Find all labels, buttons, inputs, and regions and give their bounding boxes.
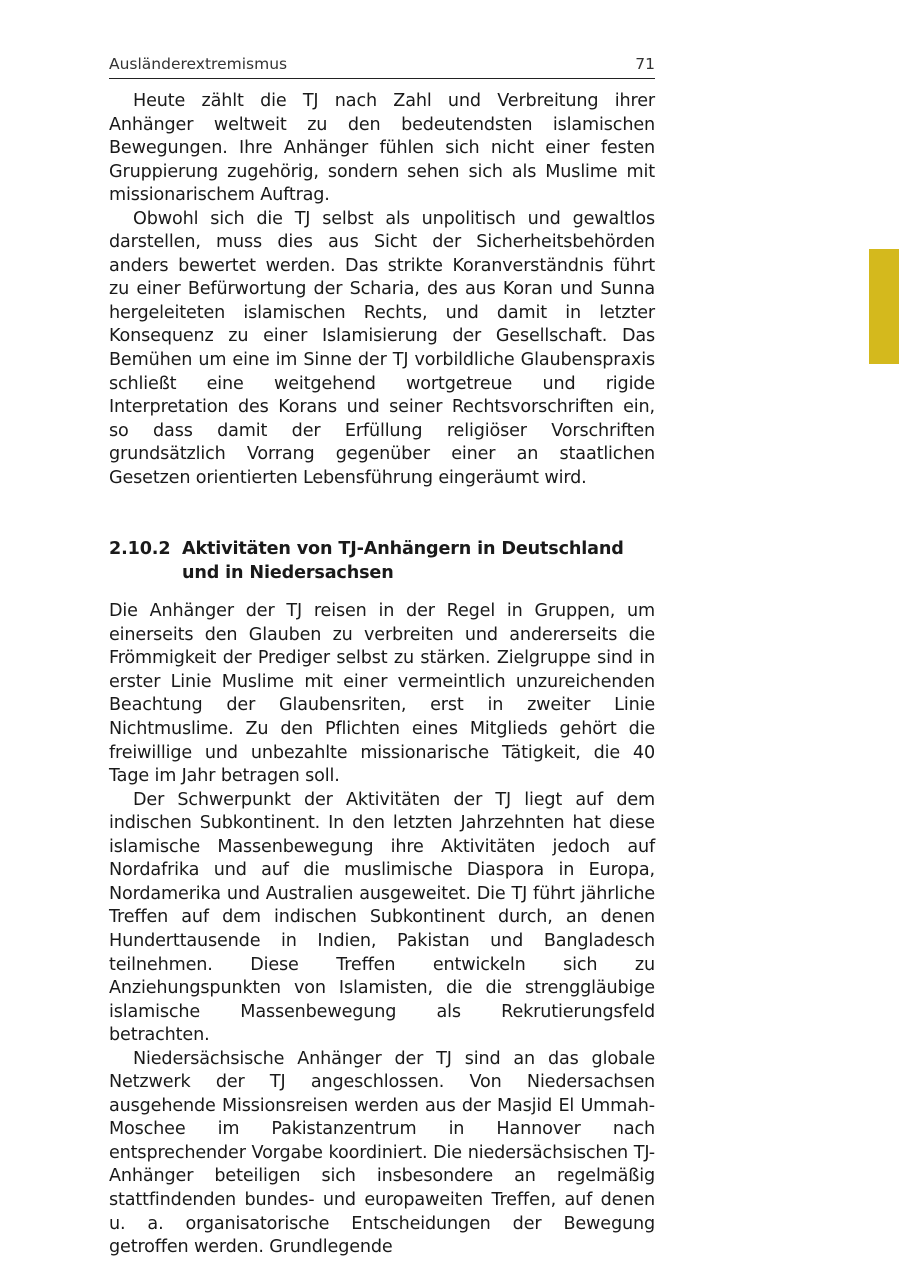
paragraph: Der Schwerpunkt der Aktivitäten der TJ liegt auf dem indischen Subkontinent. In den letzten Jahrzehnten hat diese islamische Massenbewegung ihre Aktivitäten jedoch auf Nordafrika und auf die muslimische Diaspora in Europa, Nordamerika und Australien ausgeweitet. Die TJ führt jährliche Treffen auf dem indischen Subkontinent durch, an denen Hunderttausende in Indien, Pakistan und Bangladesch teilnehmen. Diese Treffen entwickeln sich zu Anziehungspunkten von Islamisten, die die strenggläubige islamische Massenbewegung als Rekrutierungsfeld betrachten. [109,789,655,1046]
page-body [109,90,655,1260]
section-number: 2.10.2 [109,539,171,560]
paragraph: Niedersächsische Anhänger der TJ sind an das globale Netzwerk der TJ angeschlossen. Von Niedersachsen ausgehende Missionsreisen werden aus der Masjid El Ummah-Moschee im Pakistanzentrum in Hannover nach entsprechender Vorgabe koordiniert. Die niedersächsischen TJ-Anhänger beteiligen sich insbesondere an regelmäßig stattfindenden bundes- und europaweiten Treffen, auf denen u. a. organisatorische Entscheidungen der Bewegung getroffen werden. Grundlegende [109,1048,655,1258]
paragraph: Obwohl sich die TJ selbst als unpolitisch und gewaltlos darstellen, muss dies aus Sicht der Sicherheitsbehörden anders bewertet werden. Das strikte Koranverständnis führt zu einer Befürwortung der Scharia, des aus Koran und Sunna hergeleiteten islamischen Rechts, und damit in letzter Konsequenz zu einer Islamisierung der Gesellschaft. Das Bemühen um eine im Sinne der TJ vorbildliche Glaubenspraxis schließt eine weitgehend wortgetreue und rigide Interpretation des Korans und seiner Rechtsvorschriften ein, so dass damit der Erfüllung religiöser Vorschriften grundsätzlich Vorrang gegenüber einer an staatlichen Gesetzen orientierten Lebensführung eingeräumt wird. [109,208,655,488]
paragraph: Die Anhänger der TJ reisen in der Regel in Gruppen, um einerseits den Glauben zu verbreiten und andererseits die Frömmigkeit der Prediger selbst zu stärken. Zielgruppe sind in erster Linie Muslime mit einer vermeintlich unzureichenden Beachtung der Glaubensriten, erst in zweiter Linie Nichtmuslime. Zu den Pflichten eines Mitglieds gehört die freiwillige und unbezahlte missionarische Tätigkeit, die 40 Tage im Jahr betragen soll. [109,601,655,787]
chapter-tab-marker [869,249,899,364]
page-number: 71 [635,55,655,73]
section-heading [109,538,655,585]
section-title-line-1: Aktivitäten von TJ-Anhängern in Deutschland [182,539,624,560]
paragraph: Heute zählt die TJ nach Zahl und Verbreitung ihrer Anhänger weltweit zu den bedeutendsten islamischen Bewegungen. Ihre Anhänger fühlen sich nicht einer festen Gruppierung zugehörig, sondern sehen sich als Muslime mit missionarischem Auftrag. [109,91,655,206]
section-title-line-2: und in Niedersachsen [182,562,394,583]
running-header [109,52,655,79]
section-title [182,538,655,585]
running-title: Ausländerextremismus [109,55,288,73]
